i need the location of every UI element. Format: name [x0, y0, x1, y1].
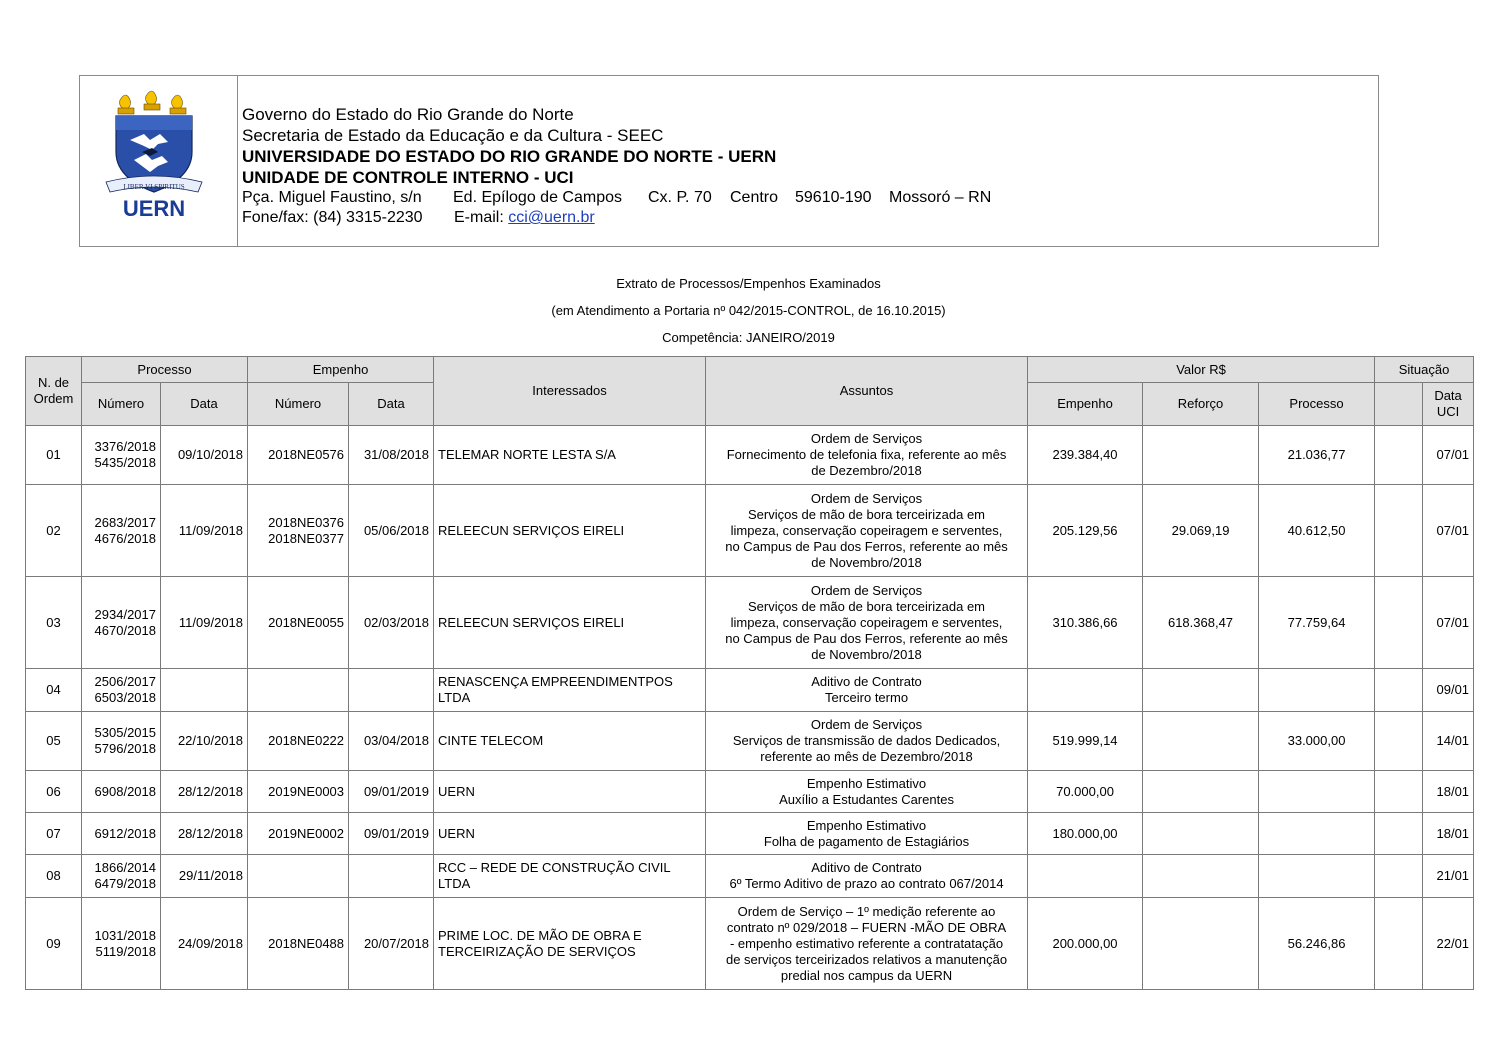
cell-interessado: UERN	[434, 813, 706, 855]
cell-valor-empenho: 239.384,40	[1028, 426, 1143, 485]
cell-processo-numero	[82, 855, 161, 898]
processes-table	[25, 356, 1474, 990]
cell-valor-processo	[1259, 813, 1375, 855]
cell-assunto-line: 6º Termo Aditivo de prazo ao contrato 067/2014	[729, 876, 1004, 891]
cell-assunto-line: contrato nº 029/2018 – FUERN -MÃO DE OBRA	[726, 919, 1007, 935]
cell-assunto-line: Ordem de Serviço – 1º medição referente ao	[737, 903, 996, 919]
cell-valor-reforco	[1143, 771, 1259, 813]
cell-processo-data: 28/12/2018	[161, 771, 248, 813]
cell-empenho-data	[349, 855, 434, 898]
cell-processo-numero-line: 4670/2018	[94, 622, 156, 638]
cell-assunto-line: no Campus de Pau dos Ferros, referente ao mês	[725, 538, 1008, 554]
cell-ordem: 05	[26, 712, 82, 771]
cell-processo-numero-line: 1031/2018	[94, 927, 156, 943]
cell-processo-numero-line: 5796/2018	[94, 741, 156, 756]
cell-processo-data: 28/12/2018	[161, 813, 248, 855]
cell-situacao	[1375, 898, 1423, 990]
cell-processo-numero-line: 2506/2017	[94, 674, 156, 689]
email-label: E-mail:	[454, 209, 504, 226]
cell-assunto-line: Aditivo de Contrato	[811, 860, 922, 875]
cell-empenho-data: 03/04/2018	[349, 712, 434, 771]
uern-logo	[100, 90, 208, 222]
cell-assunto-line: de Novembro/2018	[811, 554, 922, 570]
cell-empenho-numero	[248, 485, 349, 577]
cell-empenho-data: 05/06/2018	[349, 485, 434, 577]
report-title: Extrato de Processos/Empenhos Examinados	[616, 276, 881, 291]
cell-empenho-numero-line: 2019NE0003	[268, 783, 345, 799]
table-row	[26, 898, 1474, 990]
cell-processo-numero-line: 6908/2018	[94, 783, 156, 799]
table-row	[26, 577, 1474, 669]
cell-assunto-line: - empenho estimativo referente a contratatação	[729, 935, 1004, 951]
cell-valor-processo	[1259, 855, 1375, 898]
cell-assunto	[706, 669, 1028, 712]
cell-assunto-line: Aditivo de Contrato	[811, 674, 922, 689]
cell-assunto-line: de serviços terceirizados relativos a manutenção	[725, 951, 1008, 967]
cell-interessado: RCC – REDE DE CONSTRUÇÃO CIVIL LTDA	[434, 855, 706, 898]
cell-processo-numero-line: 2934/2017	[94, 606, 156, 622]
cell-processo-numero-line: 5305/2015	[94, 725, 156, 740]
cell-valor-empenho: 205.129,56	[1028, 485, 1143, 577]
cell-empenho-numero	[248, 855, 349, 898]
cell-ordem: 04	[26, 669, 82, 712]
logo-motto: LIBER VI SPIRITUS	[123, 183, 185, 191]
cell-processo-numero	[82, 485, 161, 577]
header-empenho-numero: Número	[248, 383, 349, 426]
cell-assunto-line: predial nos campus da UERN	[780, 967, 953, 983]
cell-valor-empenho: 519.999,14	[1028, 712, 1143, 771]
cell-situacao	[1375, 771, 1423, 813]
cell-empenho-data: 09/01/2019	[349, 813, 434, 855]
cell-data-uci: 09/01	[1423, 669, 1474, 712]
address-building: Ed. Epílogo de Campos	[453, 189, 622, 206]
letterhead	[79, 75, 1379, 247]
cell-assunto-line: Serviços de transmissão de dados Dedicados,	[732, 733, 1001, 748]
cell-assunto-line: no Campus de Pau dos Ferros, referente ao mês	[725, 630, 1008, 646]
cell-valor-reforco	[1143, 712, 1259, 771]
cell-processo-numero	[82, 813, 161, 855]
cell-assunto	[706, 577, 1028, 669]
cell-assunto-line: Serviços de mão de bora terceirizada em	[748, 506, 986, 522]
cell-data-uci: 07/01	[1423, 577, 1474, 669]
table-row	[26, 669, 1474, 712]
cell-data-uci: 18/01	[1423, 813, 1474, 855]
cell-interessado: UERN	[434, 771, 706, 813]
email-link[interactable]: cci@uern.br	[508, 209, 595, 226]
cell-interessado: PRIME LOC. DE MÃO DE OBRA E TERCEIRIZAÇÃO DE SERVIÇOS	[434, 898, 706, 990]
cell-situacao	[1375, 712, 1423, 771]
cell-processo-numero-line: 5119/2018	[95, 943, 156, 959]
cell-assunto-line: Folha de pagamento de Estagiários	[763, 833, 970, 849]
cell-processo-data: 11/09/2018	[161, 485, 248, 577]
logo-cell	[80, 76, 238, 246]
cell-processo-numero	[82, 898, 161, 990]
cell-data-uci: 14/01	[1423, 712, 1474, 771]
cell-empenho-numero	[248, 898, 349, 990]
cell-data-uci: 18/01	[1423, 771, 1474, 813]
cell-interessado: CINTE TELECOM	[434, 712, 706, 771]
address-line	[242, 188, 991, 208]
header-valor: Valor R$	[1028, 357, 1375, 383]
cell-empenho-data: 31/08/2018	[349, 426, 434, 485]
cell-assunto-line: Ordem de Serviços	[810, 431, 923, 446]
address-zip: 59610-190	[795, 189, 872, 206]
cell-assunto	[706, 813, 1028, 855]
cell-valor-reforco	[1143, 813, 1259, 855]
government-line: Governo do Estado do Rio Grande do Norte	[242, 105, 574, 124]
address-city: Mossoró – RN	[889, 189, 992, 206]
cell-situacao	[1375, 485, 1423, 577]
cell-processo-numero-line: 6503/2018	[94, 690, 156, 705]
cell-processo-data: 29/11/2018	[161, 855, 248, 898]
cell-valor-reforco	[1143, 898, 1259, 990]
address-district: Centro	[730, 189, 779, 206]
address-po-box: Cx. P. 70	[648, 189, 712, 206]
logo-text: UERN	[122, 196, 186, 221]
header-situacao-blank	[1375, 383, 1423, 426]
cell-assunto-line: de Novembro/2018	[811, 646, 922, 662]
cell-assunto-line: referente ao mês de Dezembro/2018	[760, 749, 973, 764]
cell-data-uci: 22/01	[1423, 898, 1474, 990]
cell-assunto-line: Ordem de Serviços	[810, 490, 923, 506]
cell-ordem: 02	[26, 485, 82, 577]
cell-interessado: RELEECUN SERVIÇOS EIRELI	[434, 577, 706, 669]
cell-assunto-line: Auxílio a Estudantes Carentes	[779, 791, 954, 807]
cell-empenho-data: 09/01/2019	[349, 771, 434, 813]
header-situacao: Situação	[1375, 357, 1474, 383]
table-row	[26, 855, 1474, 898]
cell-processo-numero-line: 6479/2018	[94, 876, 156, 891]
cell-empenho-numero-line: 2018NE0488	[268, 935, 345, 951]
cell-processo-numero	[82, 712, 161, 771]
cell-assunto	[706, 485, 1028, 577]
cell-processo-data: 24/09/2018	[161, 898, 248, 990]
header-valor-reforco: Reforço	[1143, 383, 1259, 426]
header-interessados: Interessados	[434, 357, 706, 426]
header-assuntos: Assuntos	[706, 357, 1028, 426]
header-valor-processo: Processo	[1259, 383, 1375, 426]
cell-assunto	[706, 898, 1028, 990]
cell-assunto	[706, 426, 1028, 485]
cell-assunto-line: Ordem de Serviços	[810, 717, 923, 732]
cell-empenho-data: 20/07/2018	[349, 898, 434, 990]
cell-empenho-numero-line: 2019NE0002	[268, 825, 345, 841]
cell-empenho-numero-line: 2018NE0222	[268, 733, 345, 748]
cell-situacao	[1375, 813, 1423, 855]
cell-ordem: 03	[26, 577, 82, 669]
cell-valor-processo: 77.759,64	[1259, 577, 1375, 669]
cell-assunto-line: limpeza, conservação copeiragem e serventes,	[730, 614, 1003, 630]
header-ordem: N. de Ordem	[26, 357, 82, 426]
table-row	[26, 771, 1474, 813]
cell-valor-reforco: 29.069,19	[1143, 485, 1259, 577]
cell-empenho-numero	[248, 426, 349, 485]
cell-processo-numero-line: 6912/2018	[94, 825, 156, 841]
cell-valor-processo	[1259, 669, 1375, 712]
header-processo-data: Data	[161, 383, 248, 426]
cell-empenho-numero	[248, 813, 349, 855]
cell-assunto-line: Empenho Estimativo	[806, 817, 927, 833]
cell-ordem: 01	[26, 426, 82, 485]
cell-valor-reforco	[1143, 426, 1259, 485]
cell-empenho-numero-line: 2018NE0377	[268, 530, 345, 546]
cell-empenho-numero-line: 2018NE0376	[268, 514, 345, 530]
cell-processo-numero-line: 2683/2017	[94, 514, 156, 530]
cell-empenho-numero	[248, 577, 349, 669]
address-street: Pça. Miguel Faustino, s/n	[242, 189, 422, 206]
cell-processo-numero-line: 4676/2018	[94, 530, 156, 546]
cell-assunto-line: Ordem de Serviços	[810, 582, 923, 598]
cell-valor-processo: 33.000,00	[1259, 712, 1375, 771]
cell-valor-processo	[1259, 771, 1375, 813]
cell-valor-empenho	[1028, 855, 1143, 898]
cell-assunto-line: Serviços de mão de bora terceirizada em	[748, 598, 986, 614]
cell-processo-numero	[82, 771, 161, 813]
contact-line	[242, 208, 991, 228]
cell-empenho-numero	[248, 669, 349, 712]
cell-processo-numero	[82, 426, 161, 485]
cell-data-uci: 07/01	[1423, 426, 1474, 485]
table-row	[26, 426, 1474, 485]
letterhead-text	[242, 104, 991, 228]
cell-empenho-data: 02/03/2018	[349, 577, 434, 669]
table-body	[26, 426, 1474, 990]
cell-assunto-line: Terceiro termo	[824, 690, 909, 705]
cell-processo-data: 11/09/2018	[161, 577, 248, 669]
cell-valor-reforco: 618.368,47	[1143, 577, 1259, 669]
cell-valor-empenho: 180.000,00	[1028, 813, 1143, 855]
cell-valor-empenho	[1028, 669, 1143, 712]
cell-interessado: RENASCENÇA EMPREENDIMENTPOS LTDA	[434, 669, 706, 712]
cell-valor-processo: 21.036,77	[1259, 426, 1375, 485]
cell-empenho-numero-line: 2018NE0055	[268, 614, 345, 630]
cell-situacao	[1375, 577, 1423, 669]
cell-assunto-line: limpeza, conservação copeiragem e serventes,	[730, 522, 1003, 538]
report-subtitle: (em Atendimento a Portaria nº 042/2015-CONTROL, de 16.10.2015)	[551, 303, 946, 318]
cell-empenho-numero	[248, 771, 349, 813]
header-processo: Processo	[82, 357, 248, 383]
cell-valor-processo: 40.612,50	[1259, 485, 1375, 577]
unit-line: UNIDADE DE CONTROLE INTERNO - UCI	[242, 168, 574, 187]
cell-valor-reforco	[1143, 855, 1259, 898]
university-line: UNIVERSIDADE DO ESTADO DO RIO GRANDE DO NORTE - UERN	[242, 147, 777, 166]
cell-processo-data	[161, 669, 248, 712]
header-valor-empenho: Empenho	[1028, 383, 1143, 426]
cell-situacao	[1375, 426, 1423, 485]
cell-valor-processo: 56.246,86	[1259, 898, 1375, 990]
cell-ordem: 06	[26, 771, 82, 813]
cell-ordem: 09	[26, 898, 82, 990]
cell-valor-empenho: 310.386,66	[1028, 577, 1143, 669]
cell-assunto	[706, 771, 1028, 813]
cell-processo-data: 09/10/2018	[161, 426, 248, 485]
header-processo-numero: Número	[82, 383, 161, 426]
cell-assunto	[706, 712, 1028, 771]
report-period: Competência: JANEIRO/2019	[662, 330, 835, 345]
cell-assunto	[706, 855, 1028, 898]
cell-data-uci: 07/01	[1423, 485, 1474, 577]
cell-situacao	[1375, 669, 1423, 712]
cell-processo-numero	[82, 577, 161, 669]
cell-processo-numero-line: 1866/2014	[94, 860, 156, 875]
header-empenho-data: Data	[349, 383, 434, 426]
torch-icon	[118, 91, 186, 114]
cell-processo-numero	[82, 669, 161, 712]
cell-processo-numero-line: 5435/2018	[94, 455, 156, 470]
header-data-uci: Data UCI	[1423, 383, 1474, 426]
cell-interessado: TELEMAR NORTE LESTA S/A	[434, 426, 706, 485]
cell-data-uci: 21/01	[1423, 855, 1474, 898]
cell-situacao	[1375, 855, 1423, 898]
cell-processo-numero-line: 3376/2018	[94, 439, 156, 454]
secretariat-line: Secretaria de Estado da Educação e da Cultura - SEEC	[242, 126, 664, 145]
cell-empenho-numero	[248, 712, 349, 771]
table-row	[26, 712, 1474, 771]
cell-ordem: 08	[26, 855, 82, 898]
cell-valor-empenho: 200.000,00	[1028, 898, 1143, 990]
cell-assunto-line: Empenho Estimativo	[806, 775, 927, 791]
table-row	[26, 813, 1474, 855]
phone-text: Fone/fax: (84) 3315-2230	[242, 209, 423, 226]
cell-valor-reforco	[1143, 669, 1259, 712]
table-row	[26, 485, 1474, 577]
cell-empenho-data	[349, 669, 434, 712]
cell-empenho-numero-line: 2018NE0576	[268, 447, 345, 462]
cell-ordem: 07	[26, 813, 82, 855]
cell-processo-data: 22/10/2018	[161, 712, 248, 771]
header-empenho: Empenho	[248, 357, 434, 383]
cell-interessado: RELEECUN SERVIÇOS EIRELI	[434, 485, 706, 577]
cell-assunto-line: de Dezembro/2018	[811, 463, 922, 478]
cell-valor-empenho: 70.000,00	[1028, 771, 1143, 813]
cell-assunto-line: Fornecimento de telefonia fixa, referente ao mês	[726, 447, 1007, 462]
